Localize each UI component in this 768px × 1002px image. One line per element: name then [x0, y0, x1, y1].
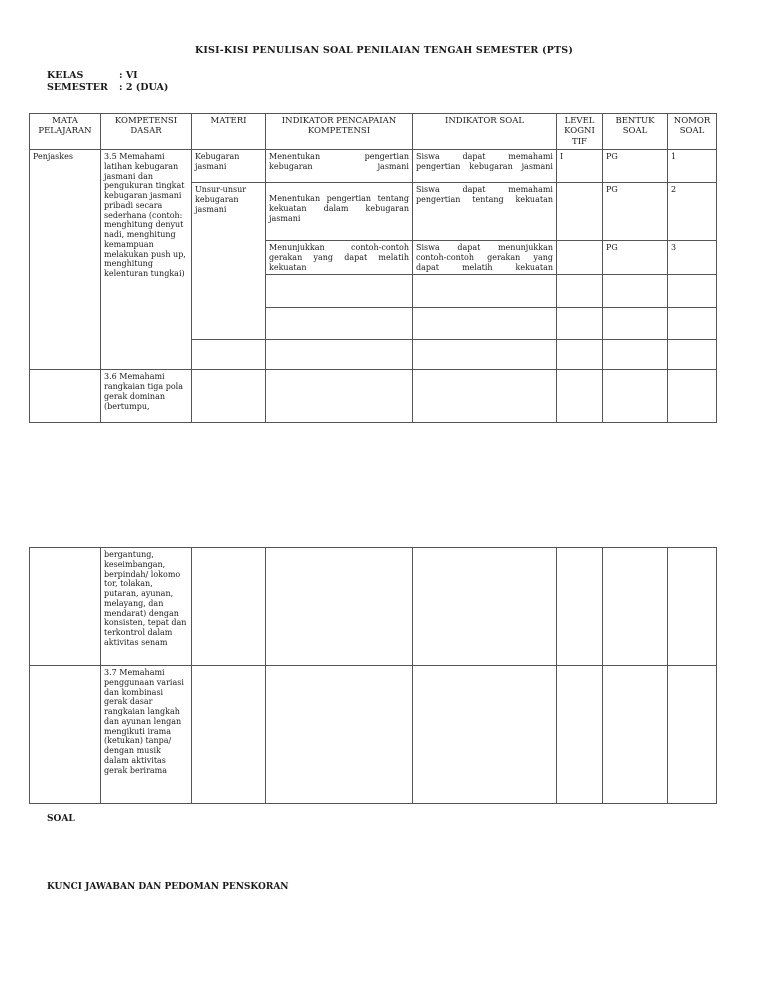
header-indikator-soal: INDIKATOR SOAL [413, 114, 557, 150]
mata-pelajaran-cell: Penjaskes [30, 150, 101, 370]
header-materi: MATERI [192, 114, 266, 150]
header-indikator-pencapaian: INDIKATOR PENCAPAIAN KOMPETENSI [266, 114, 413, 150]
bentuk-cell: PG [603, 183, 668, 241]
kd-3-6-continued-cell: bergantung, keseimbangan, berpindah/ lokomo tor, tolakan, putaran, ayunan, melayang, dan mendarat) dengan konsisten, tepat dan terkontrol dalam aktivitas senam [101, 548, 192, 666]
ipk-cell: Menunjukkan contoh-contoh gerakan yang dapat melatih kekuatan [266, 241, 413, 275]
kisi-kisi-table-page1 [29, 113, 717, 423]
kd-3-5-cell: 3.5 Memahami latihan kebugaran jasmani dan pengukuran tingkat kebugaran jasmani pribadi secara sederhana (contoh: menghitung denyut nadi, menghitung kemampuan melakukan push up, menghitung kelenturan tungkai) [101, 150, 192, 370]
level-cell [557, 241, 603, 275]
table-row [30, 370, 717, 423]
indikator-soal-cell: Siswa dapat memahami pengertian kebugaran jasmani [413, 150, 557, 183]
semester-line [47, 82, 168, 93]
semester-label: SEMESTER [47, 82, 108, 93]
bentuk-cell: PG [603, 150, 668, 183]
header-mata-pelajaran: MATA PELAJARAN [30, 114, 101, 150]
kd-3-6-cell: 3.6 Memahami rangkaian tiga pola gerak dominan (bertumpu, [101, 370, 192, 423]
semester-value: : 2 (DUA) [119, 82, 169, 93]
kunci-jawaban-heading: KUNCI JAWABAN DAN PEDOMAN PENSKORAN [47, 882, 289, 892]
level-cell: I [557, 150, 603, 183]
kelas-label: KELAS [47, 70, 84, 81]
nomor-cell: 1 [668, 150, 717, 183]
indikator-soal-cell: Siswa dapat memahami pengertian tentang kekuatan [413, 183, 557, 241]
nomor-cell: 2 [668, 183, 717, 241]
kd-3-7-cell: 3.7 Memahami penggunaan variasi dan kombinasi gerak dasar rangkaian langkah dan ayunan lengan mengikuti irama (ketukan) tanpa/ dengan musik dalam aktivitas gerak berirama [101, 666, 192, 804]
header-row [30, 114, 717, 150]
materi-cell: Unsur-unsur kebugaran jasmani [192, 183, 266, 340]
bentuk-cell: PG [603, 241, 668, 275]
kelas-line [47, 70, 138, 81]
table-row [30, 548, 717, 666]
table-row [30, 666, 717, 804]
kelas-value: : VI [119, 70, 138, 81]
header-level-kognitif: LEVEL KOGNI TIF [557, 114, 603, 150]
header-nomor-soal: NOMOR SOAL [668, 114, 717, 150]
level-cell [557, 183, 603, 241]
document-title: KISI-KISI PENULISAN SOAL PENILAIAN TENGAH SEMESTER (PTS) [194, 45, 574, 56]
header-bentuk-soal: BENTUK SOAL [603, 114, 668, 150]
ipk-cell: Menentukan pengertian tentang kekuatan dalam kebugaran jasmani [266, 183, 413, 241]
table-row [30, 150, 717, 183]
kisi-kisi-table-page2 [29, 547, 717, 804]
nomor-cell: 3 [668, 241, 717, 275]
soal-heading: SOAL [47, 814, 75, 824]
ipk-cell: Menentukan pengertian kebugaran jasmani [266, 150, 413, 183]
indikator-soal-cell: Siswa dapat menunjukkan contoh-contoh gerakan yang dapat melatih kekuatan [413, 241, 557, 275]
materi-cell: Kebugaran jasmani [192, 150, 266, 183]
header-kompetensi-dasar: KOMPETENSI DASAR [101, 114, 192, 150]
